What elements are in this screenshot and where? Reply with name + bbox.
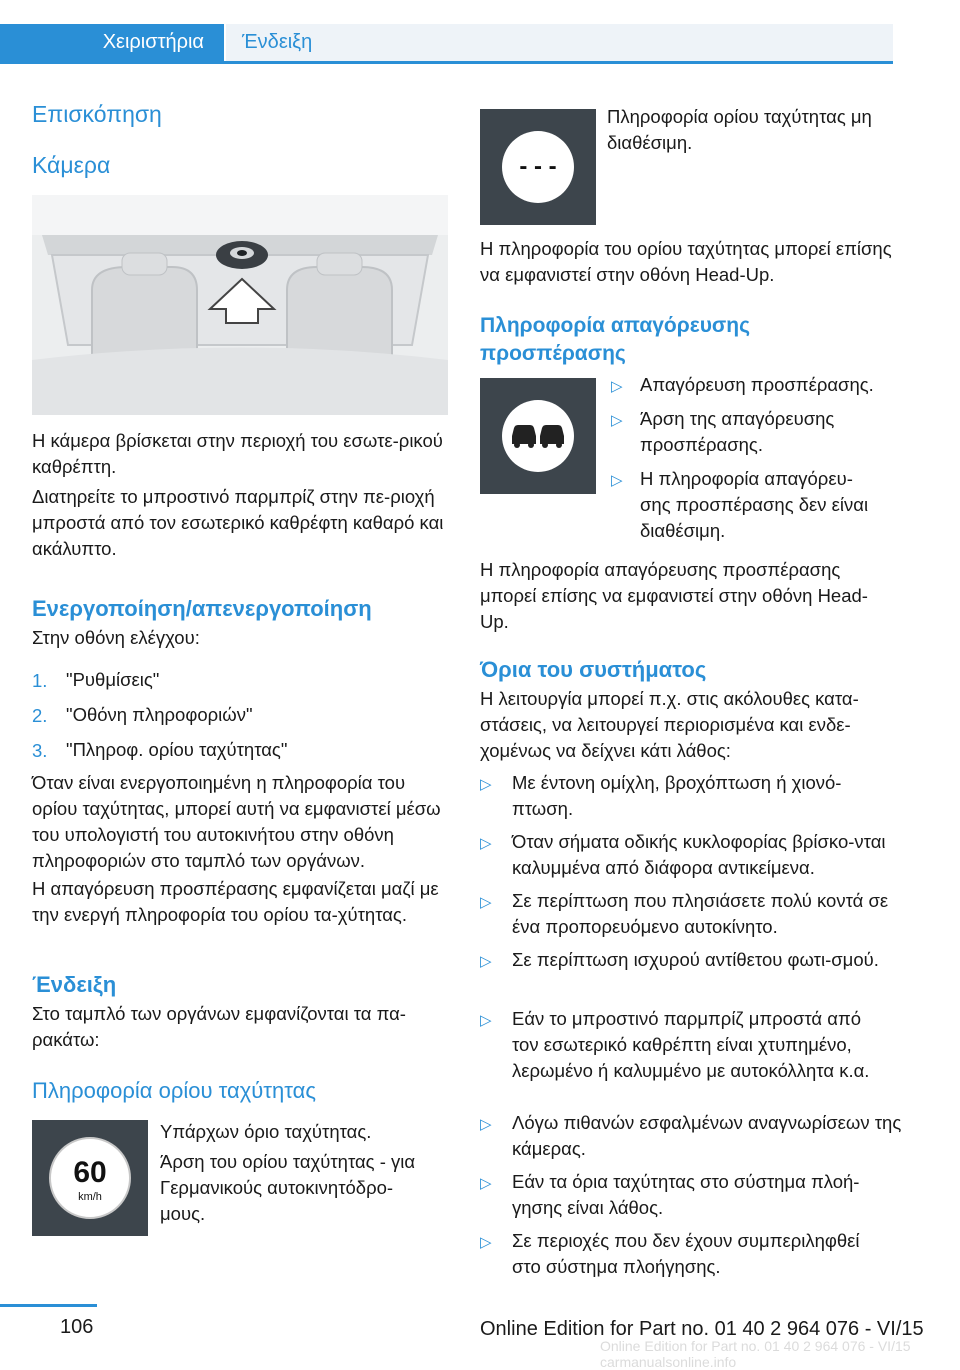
- header-bar: [0, 24, 893, 61]
- no-passing-paragraph: Η πληροφορία απαγόρευσης προσπέρασης μπορεί επίσης να εμφανιστεί στην οθόνη Head-Up.: [480, 559, 868, 632]
- bullet-triangle-icon: ▷: [480, 894, 492, 911]
- tab-display[interactable]: Ένδειξη: [226, 24, 893, 61]
- watermark: Online Edition for Part no. 01 40 2 964 076 - VI/15 carmanualsonline.info: [600, 1338, 911, 1370]
- limits-item: Σε περιοχές που δεν έχουν συμπεριληφθεί στο σύστημα πλοήγησης.: [512, 1230, 860, 1277]
- bullet-triangle-icon: ▷: [480, 1116, 492, 1133]
- bullet-triangle-icon: ▷: [611, 412, 623, 429]
- speed-paragraph-1: Υπάρχων όριο ταχύτητας.: [160, 1121, 372, 1142]
- heading-system-limits: Όρια του συστήματος: [480, 657, 707, 682]
- bullet-triangle-icon: ▷: [480, 1175, 492, 1192]
- sign-value: 60: [73, 1156, 107, 1189]
- tab-controls[interactable]: Χειριστήρια: [0, 24, 224, 61]
- step-text: "Ρυθμίσεις": [66, 669, 160, 690]
- bullet-triangle-icon: ▷: [480, 835, 492, 852]
- limits-item: Εάν το μπροστινό παρμπρίζ μπροστά από τον εσωτερικό καθρέπτη είναι χτυπημένο, λερωμένο ή καλυμμένο με αυτοκόλλητα κ.α.: [512, 1008, 870, 1081]
- limits-item: Όταν σήματα οδικής κυκλοφορίας βρίσκο-νται καλυμμένα από διάφορα αντικείμενα.: [512, 831, 886, 878]
- heading-speed-info: Πληροφορία ορίου ταχύτητας: [32, 1078, 316, 1103]
- display-paragraph: Στο ταμπλό των οργάνων εμφανίζονται τα πα-ρακάτω:: [32, 1003, 406, 1050]
- activation-paragraph-1: Όταν είναι ενεργοποιημένη η πληροφορία του ορίου ταχύτητας, μπορεί αυτή να εμφανιστεί μέσω του υπολογιστή του αυτοκινήτου στην οθόνη πληροφοριών στο ταμπλό των οργάνων.: [32, 772, 441, 871]
- heading-display: Ένδειξη: [32, 972, 117, 997]
- headup-paragraph: Η πληροφορία του ορίου ταχύτητας μπορεί επίσης να εμφανιστεί στην οθόνη Head-Up.: [480, 238, 892, 285]
- unavailable-dashes: - - -: [519, 153, 557, 180]
- sign-unit: km/h: [78, 1191, 102, 1203]
- step-text: "Οθόνη πληροφοριών": [66, 704, 253, 725]
- camera-paragraph-2: Διατηρείτε το μπροστινό παρμπρίζ στην πε-ριοχή μπροστά από τον εσωτερικό καθρέφτη καθαρό και ακάλυπτο.: [32, 486, 444, 559]
- unavailable-paragraph: Πληροφορία ορίου ταχύτητας μη διαθέσιμη.: [607, 106, 872, 153]
- camera-illustration: [32, 195, 448, 415]
- bullet-triangle-icon: ▷: [480, 1234, 492, 1251]
- bullet-triangle-icon: ▷: [480, 953, 492, 970]
- limits-item: Με έντονη ομίχλη, βροχόπτωση ή χιονό-πτωση.: [512, 772, 842, 819]
- no-passing-item: Άρση της απαγόρευσης προσπέρασης.: [640, 408, 835, 455]
- activation-paragraph-2: Η απαγόρευση προσπέρασης εμφανίζεται μαζί με την ενεργή πληροφορία του ορίου τα-χύτητας.: [32, 878, 439, 925]
- bullet-triangle-icon: ▷: [480, 1012, 492, 1029]
- heading-overview: Επισκόπηση: [32, 101, 162, 127]
- page-number: 106: [60, 1316, 94, 1338]
- step-text: "Πληροφ. ορίου ταχύτητας": [66, 739, 288, 760]
- edition-note: Online Edition for Part no. 01 40 2 964 076 - VI/15: [480, 1318, 924, 1340]
- activation-intro: Στην οθόνη ελέγχου:: [32, 627, 200, 648]
- limits-item: Λόγω πιθανών εσφαλμένων αναγνωρίσεων της κάμερας.: [512, 1112, 902, 1159]
- header-rule: [0, 61, 893, 64]
- bullet-triangle-icon: ▷: [611, 378, 623, 395]
- limits-item: Σε περίπτωση που πλησιάσετε πολύ κοντά σε ένα προπορευόμενο αυτοκίνητο.: [512, 890, 889, 937]
- limits-intro: Η λειτουργία μπορεί π.χ. στις ακόλουθες κατα-στάσεις, να λειτουργεί περιορισμένα και ενδε-χομένως να δείχνει κάτι λάθος:: [480, 688, 859, 761]
- camera-paragraph-1: Η κάμερα βρίσκεται στην περιοχή του εσωτε-ρικού καθρέπτη.: [32, 430, 443, 477]
- limits-item: Εάν τα όρια ταχύτητας στο σύστημα πλοή-γησης είναι λάθος.: [512, 1171, 860, 1218]
- step-number: 3.: [32, 740, 48, 761]
- speed-unavailable-sign-image: [480, 109, 596, 225]
- footer-rule: [0, 1304, 97, 1307]
- bullet-triangle-icon: ▷: [611, 472, 623, 489]
- heading-no-passing: Πληροφορία απαγόρευσης προσπέρασης: [480, 314, 751, 365]
- no-passing-item: Απαγόρευση προσπέρασης.: [640, 374, 874, 395]
- heading-activation: Ενεργοποίηση/απενεργοποίηση: [32, 596, 372, 621]
- speed-paragraph-2: Άρση του ορίου ταχύτητας - για Γερμανικούς αυτοκινητόδρο-μους.: [160, 1151, 416, 1224]
- no-passing-item: Η πληροφορία απαγόρευ-σης προσπέρασης δεν είναι διαθέσιμη.: [640, 468, 869, 541]
- limits-item: Σε περίπτωση ισχυρού αντίθετου φωτι-σμού.: [512, 949, 879, 970]
- step-number: 1.: [32, 670, 48, 691]
- no-passing-sign-image: [480, 378, 596, 494]
- bullet-triangle-icon: ▷: [480, 776, 492, 793]
- step-number: 2.: [32, 705, 48, 726]
- speed-limit-sign-image: [32, 1120, 148, 1236]
- heading-camera: Κάμερα: [32, 152, 111, 178]
